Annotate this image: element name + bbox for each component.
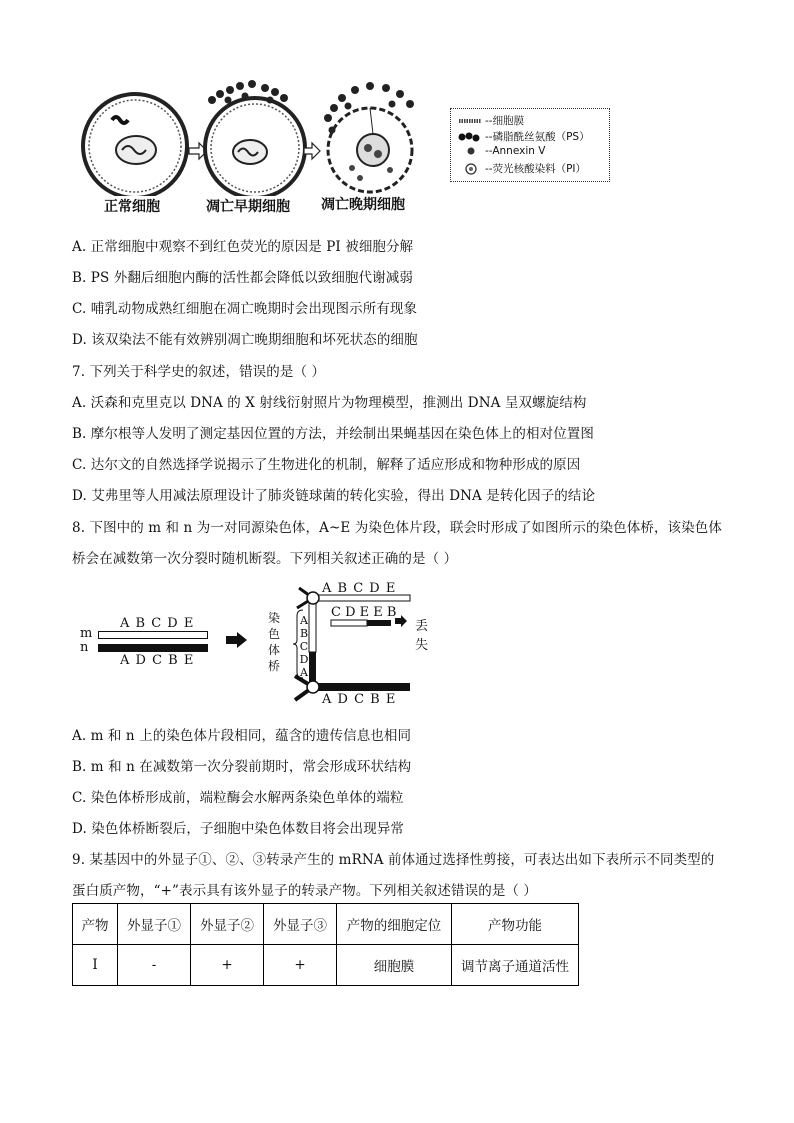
bridge-label-char: 染	[268, 611, 281, 625]
table-header-cell: 外显子③	[264, 904, 337, 945]
q7-stem: 7. 下列关于科学史的叙述，错误的是（ ）	[72, 364, 326, 380]
table-header-cell: 产物	[73, 904, 118, 945]
table-header-cell: 产物功能	[452, 904, 579, 945]
bridge-gene: C	[299, 640, 309, 653]
arrow-right-icon	[226, 632, 248, 648]
q7-option-a: A. 沃森和克里克以 DNA 的 X 射线衍射照片为物理模型，推测出 DNA 呈双螺旋结构	[72, 395, 587, 411]
bridge-genes	[298, 614, 310, 679]
q8-option-a: A. m 和 n 上的染色体片段相同，蕴含的遗传信息也相同	[72, 728, 412, 744]
q9-stem-line2: 蛋白质产物，“+”表示具有该外显子的转录产物。下列相关叙述错误的是（ ）	[72, 883, 538, 899]
label-m: m	[80, 626, 93, 641]
annexin-icon	[457, 146, 485, 156]
legend-label-ps: --磷脂酰丝氨酸（PS）	[485, 131, 590, 143]
chromosome-bridge-diagram	[78, 580, 429, 710]
legend-label-pi: --荧光核酸染料（PI）	[485, 163, 587, 175]
q8-stem-line2: 桥会在减数第一次分裂时随机断裂。下列相关叙述正确的是（ ）	[72, 551, 458, 567]
q8-option-c: C. 染色体桥形成前，端粒酶会水解两条染色单体的端粒	[72, 790, 404, 806]
table-cell: +	[191, 945, 264, 986]
table-header-row	[73, 904, 579, 945]
legend-row-pi	[457, 161, 586, 176]
table-header-cell: 产物的细胞定位	[337, 904, 452, 945]
table-header-cell: 外显子①	[118, 904, 191, 945]
label-n: n	[80, 640, 89, 655]
caption-late-apoptotic-cell: 凋亡晚期细胞	[321, 197, 405, 213]
chromosome-m	[98, 631, 208, 639]
pi-dye-icon	[457, 163, 485, 175]
legend-row-ps	[457, 129, 590, 144]
table-cell: Ⅰ	[73, 945, 118, 986]
n-genes: A D C B E	[120, 653, 195, 668]
q6-option-d: D. 该双染法不能有效辨别凋亡晚期细胞和坏死状态的细胞	[72, 332, 418, 348]
q6-option-a: A. 正常细胞中观察不到红色荧光的原因是 PI 被细胞分解	[72, 239, 414, 255]
late-apoptotic-cell-drawing	[324, 82, 414, 192]
bridge-label	[268, 610, 284, 674]
bridge-gene: A	[300, 614, 308, 627]
table-cell: 调节离子通道活性	[452, 945, 579, 986]
q7-option-c: C. 达尔文的自然选择学说揭示了生物进化的机制，解释了适应形成和物种形成的原因	[72, 457, 581, 473]
figure-legend	[450, 108, 610, 182]
q9-stem-line1: 9. 某基因中的外显子①、②、③转录产生的 mRNA 前体通过选择性剪接，可表达出如下表所示不同类型的	[72, 852, 715, 868]
bridge-label-char: 体	[268, 643, 281, 657]
bridge-label-char: 桥	[268, 659, 281, 673]
bottom-genes: A D C B E	[322, 692, 397, 707]
q7-option-d: D. 艾弗里等人用减法原理设计了肺炎链球菌的转化实验，得出 DNA 是转化因子的结论	[72, 488, 596, 504]
ps-icon	[457, 132, 485, 142]
top-genes: A B C D E	[322, 581, 397, 596]
q6-option-c: C. 哺乳动物成熟红细胞在凋亡晚期时会出现图示所有现象	[72, 301, 418, 317]
table-cell: +	[264, 945, 337, 986]
legend-row-annexin	[457, 145, 545, 157]
bridge-label-char: 色	[268, 627, 281, 641]
bridge-gene: A	[300, 666, 308, 679]
apoptosis-figure	[70, 78, 450, 196]
legend-label-membrane: --细胞膜	[485, 115, 525, 127]
legend-row-membrane	[457, 113, 524, 128]
table-cell: 细胞膜	[337, 945, 452, 986]
bridge-gene: D	[299, 653, 309, 666]
exon-product-table	[72, 903, 579, 986]
table-header-cell: 外显子②	[191, 904, 264, 945]
fragment-genes: C D E E B	[331, 605, 397, 620]
q6-option-b: B. PS 外翻后细胞内酶的活性都会降低以致细胞代谢减弱	[72, 270, 413, 286]
m-genes: A B C D E	[120, 616, 195, 631]
table-cell: -	[118, 945, 191, 986]
normal-cell-drawing	[83, 94, 187, 196]
table-row	[73, 945, 579, 986]
caption-normal-cell: 正常细胞	[104, 199, 160, 215]
bridge-gene: B	[299, 627, 309, 640]
q7-option-b: B. 摩尔根等人发明了测定基因位置的方法，并绘制出果蝇基因在染色体上的相对位置图	[72, 426, 595, 442]
early-apoptotic-cell-drawing	[205, 80, 305, 196]
lost-label: 丢失	[415, 619, 429, 653]
q8-option-b: B. m 和 n 在减数第一次分裂前期时，常会形成环状结构	[72, 759, 412, 775]
q8-stem-line1: 8. 下图中的 m 和 n 为一对同源染色体，A~E 为染色体片段，联会时形成了如图所示的染色体桥，该染色体	[72, 520, 722, 536]
legend-label-annexin: --Annexin V	[485, 145, 546, 157]
caption-early-apoptotic-cell: 凋亡早期细胞	[206, 199, 290, 215]
membrane-icon	[457, 116, 485, 126]
q8-option-d: D. 染色体桥断裂后，子细胞中染色体数目将会出现异常	[72, 821, 405, 837]
chromosome-n	[98, 644, 208, 652]
